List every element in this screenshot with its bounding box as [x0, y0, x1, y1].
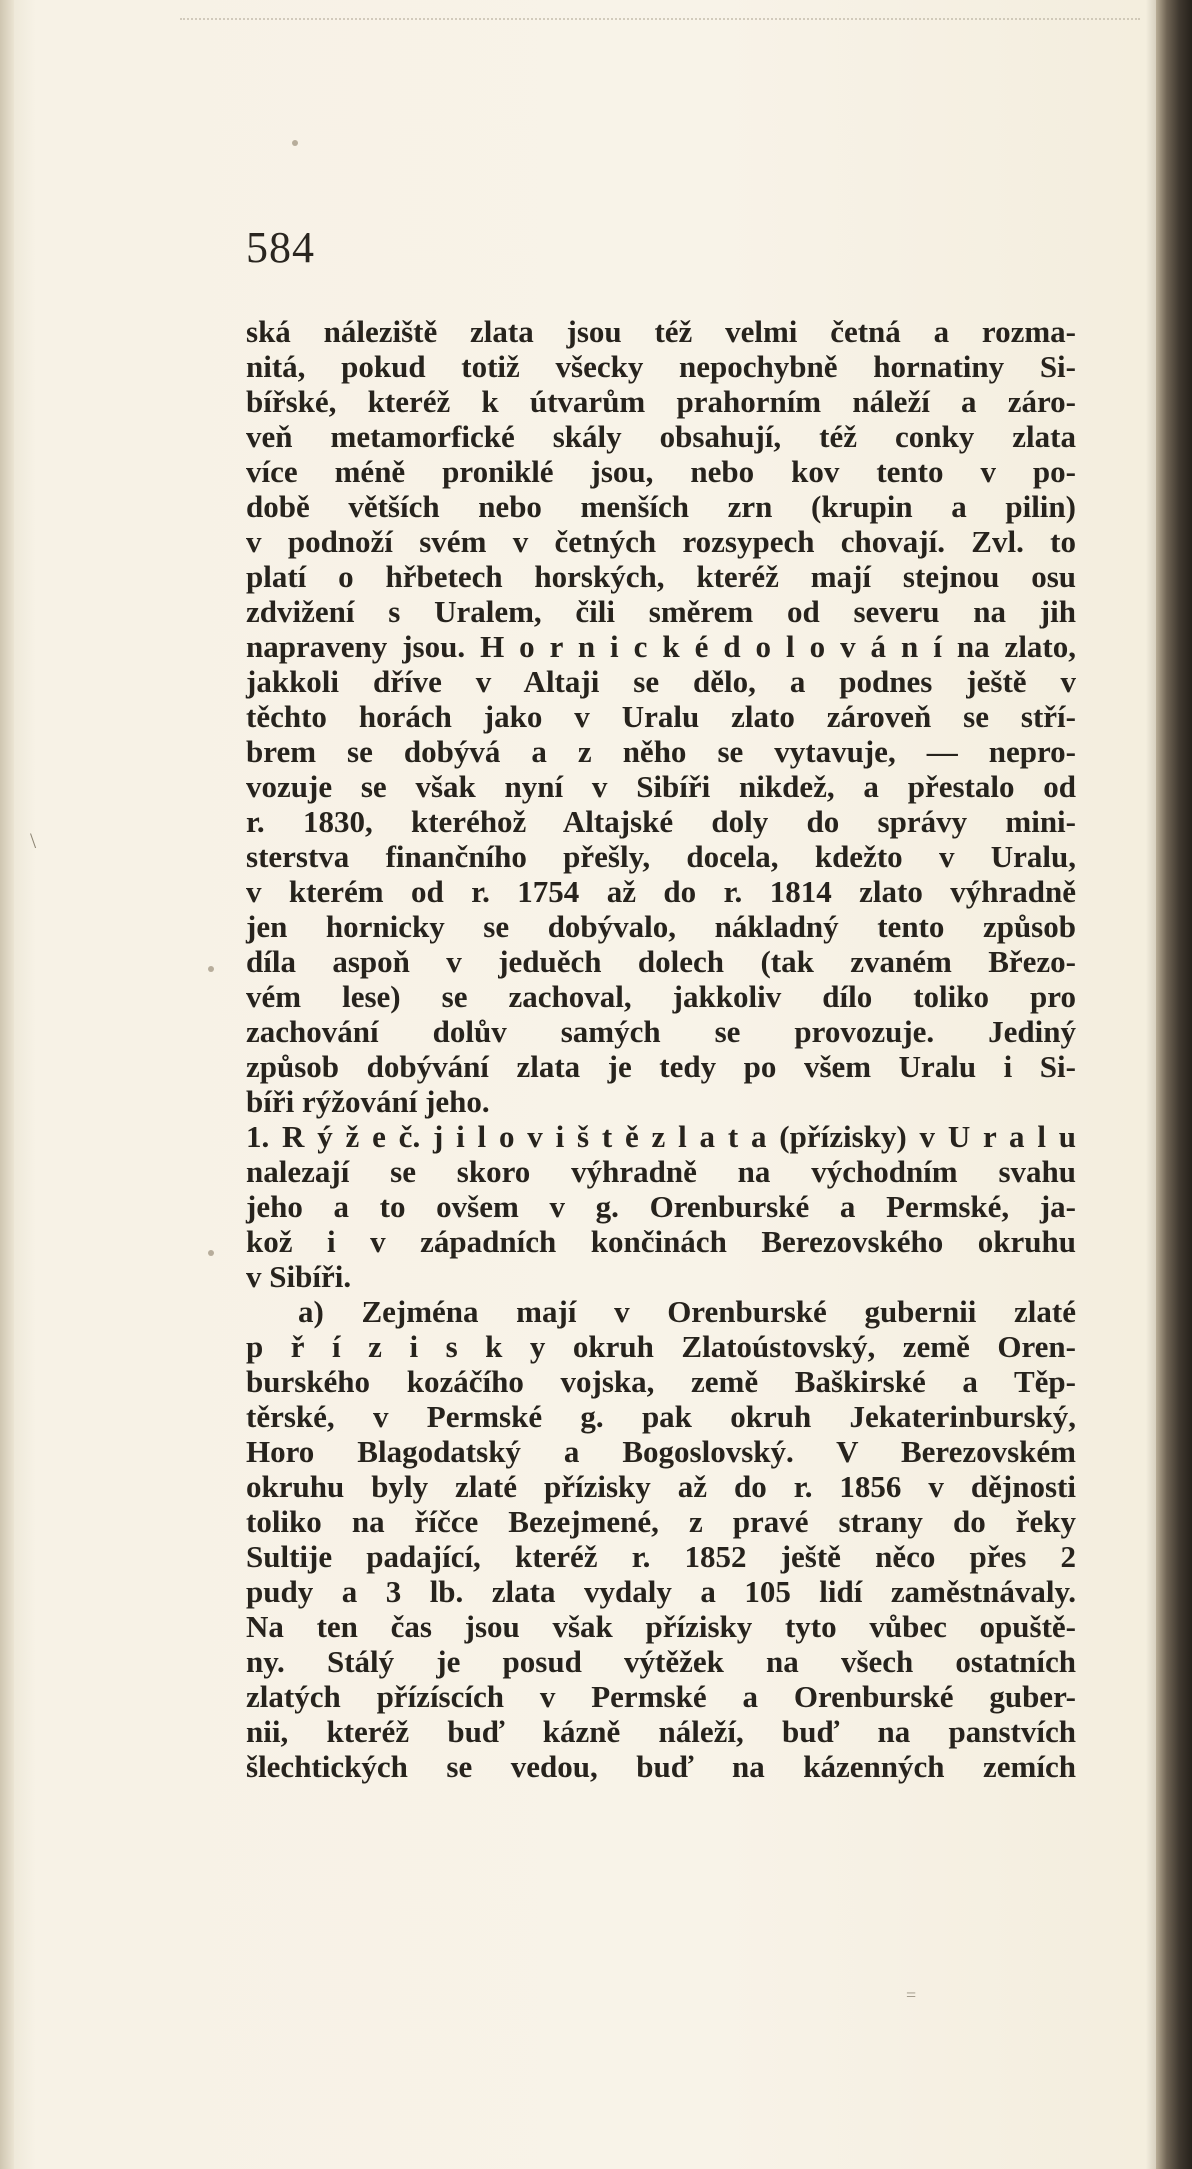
text-line: jeho a to ovšem v g. Orenburské a Permské, ja-	[246, 1189, 1076, 1224]
top-dotted-mark	[180, 18, 1140, 24]
text-line: vozuje se však nyní v Sibíři nikdež, a přestalo od	[246, 769, 1076, 804]
book-spine	[1156, 0, 1192, 2169]
text-line: díla aspoň v jeduěch dolech (tak zvaném Březo-	[246, 944, 1076, 979]
text-line: jakkoli dříve v Altaji se dělo, a podnes ještě v	[246, 664, 1076, 699]
text-line: více méně proniklé jsou, nebo kov tento v po-	[246, 454, 1076, 489]
text-line: jen hornicky se dobývalo, nákladný tento způsob	[246, 909, 1076, 944]
page-left-edge	[0, 0, 14, 2169]
text-line: okruhu byly zlaté přízisky až do r. 1856 v dějnosti	[246, 1469, 1076, 1504]
text-line: v Sibíři.	[246, 1259, 352, 1294]
text-line: veň metamorfické skály obsahují, též conky zlata	[246, 419, 1076, 454]
text-line: těrské, v Permské g. pak okruh Jekaterinburský,	[246, 1399, 1076, 1434]
text-line: toliko na říčce Bezejmené, z pravé strany do řeky	[246, 1504, 1076, 1539]
text-line: a) Zejména mají v Orenburské gubernii zlaté	[298, 1294, 1076, 1329]
text-line: ská náleziště zlata jsou též velmi četná a rozma-	[246, 314, 1076, 349]
text-line: bířské, kteréž k útvarům prahorním náleží a záro-	[246, 384, 1076, 419]
speck-mark	[208, 1250, 214, 1256]
text-line: nalezají se skoro výhradně na východním svahu	[246, 1154, 1076, 1189]
text-line: zachování dolův samých se provozuje. Jediný	[246, 1014, 1076, 1049]
text-line: v kterém od r. 1754 až do r. 1814 zlato výhradně	[246, 874, 1076, 909]
text-line: burského kozáčího vojska, země Baškirské a Těp-	[246, 1364, 1076, 1399]
text-line: 1. R ý ž e č. j i l o v i š t ě z l a t a (přízisky) v U r a l u	[246, 1119, 1076, 1154]
text-line: v podnoží svém v četných rozsypech chovají. Zvl. to	[246, 524, 1076, 559]
text-line: ny. Stálý je posud výtěžek na všech ostatních	[246, 1644, 1076, 1679]
text-line: kož i v západních končinách Berezovského okruhu	[246, 1224, 1076, 1259]
text-line: těchto horách jako v Uralu zlato zároveň se stří-	[246, 699, 1076, 734]
text-line: platí o hřbetech horských, kteréž mají stejnou osu	[246, 559, 1076, 594]
text-line: vém lese) se zachoval, jakkoliv dílo toliko pro	[246, 979, 1076, 1014]
text-line: šlechtických se vedou, buď na kázenných zemích	[246, 1749, 1076, 1784]
text-line: Sultije padající, kteréž r. 1852 ještě něco přes 2	[246, 1539, 1076, 1574]
text-line: nitá, pokud totiž všecky nepochybně hornatiny Si-	[246, 349, 1076, 384]
text-line: sterstva finančního přešly, docela, kdežto v Uralu,	[246, 839, 1076, 874]
text-line: bíři rýžování jeho.	[246, 1084, 490, 1119]
text-line: Horo Blagodatský a Bogoslovský. V Berezovském	[246, 1434, 1076, 1469]
speck-mark	[292, 140, 298, 146]
body-text	[246, 314, 1076, 1784]
text-line: r. 1830, kteréhož Altajské doly do správy mini-	[246, 804, 1076, 839]
text-line: zdvižení s Uralem, čili směrem od severu na jih	[246, 594, 1076, 629]
text-line: napraveny jsou. H o r n i c k é d o l o v á n í na zlato,	[246, 629, 1076, 664]
text-line: p ř í z i s k y okruh Zlatoústovský, země Oren-	[246, 1329, 1076, 1364]
text-line: způsob dobývání zlata je tedy po všem Uralu i Si-	[246, 1049, 1076, 1084]
text-line: zlatých přízíscích v Permské a Orenburské guber-	[246, 1679, 1076, 1714]
page-number: 584	[246, 223, 315, 272]
text-line: pudy a 3 lb. zlata vydaly a 105 lidí zaměstnávaly.	[246, 1574, 1076, 1609]
bottom-mark: =	[906, 1985, 917, 2005]
text-line: nii, kteréž buď kázně náleží, buď na panstvích	[246, 1714, 1076, 1749]
speck-mark	[208, 966, 214, 972]
margin-mark: \	[30, 828, 37, 853]
text-line: době větších nebo menších zrn (krupin a pilin)	[246, 489, 1076, 524]
spine-shadow	[1146, 0, 1156, 2169]
text-line: brem se dobývá a z něho se vytavuje, — nepro-	[246, 734, 1076, 769]
text-line: Na ten čas jsou však přízisky tyto vůbec opuště-	[246, 1609, 1076, 1644]
